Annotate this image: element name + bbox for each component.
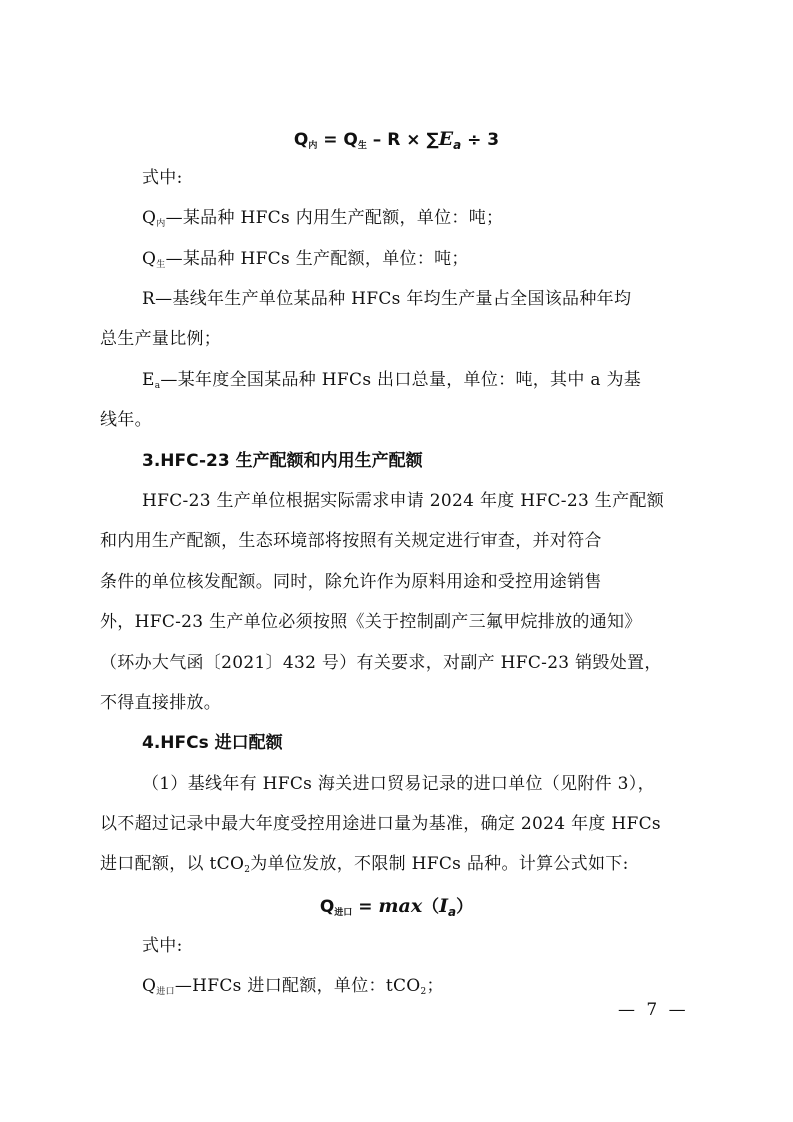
section-3-line-6: 不得直接排放。 [100, 693, 222, 713]
section-3-line-3: 条件的单位核发配额。同时，除允许作为原料用途和受控用途销售 [100, 572, 602, 592]
definition-r-line-2: 总生产量比例； [100, 329, 222, 349]
section-4-line-1: （1）基线年有 HFCs 海关进口贸易记录的进口单位（见附件 3）， [142, 774, 655, 794]
definition-q-production: $Q_生—$某品种 HFCs 生产配额，单位：吨； [142, 249, 469, 270]
definition-q-domestic: $Q_内—$某品种 HFCs 内用生产配额，单位：吨； [142, 208, 504, 229]
definition-e-line-1: $E_a—$某年度全国某品种 HFCs 出口总量，单位：吨，其中 a 为基 [142, 370, 642, 391]
formula-import-quota: $Q_{进口} = \max(I_a)$ [319, 895, 474, 919]
section-3-line-1: HFC-23 生产单位根据实际需求申请 2024 年度 HFC-23 生产配额 [142, 491, 664, 511]
section-3-line-2: 和内用生产配额，生态环境部将按照有关规定进行审查，并对符合 [100, 531, 602, 551]
definition-r-line-1: R—基线年生产单位某品种 HFCs 年均生产量占全国该品种年均 [142, 289, 632, 309]
definition-e-line-2: 线年。 [100, 410, 152, 430]
section-3-line-4: 外，HFC-23 生产单位必须按照《关于控制副产三氟甲烷排放的通知》 [100, 612, 642, 632]
formula-2-definitions-intro: 式中: [142, 936, 183, 956]
definition-q-import: $Q_{进口}—HFCs$ 进口配额，单位：tCO$_2$； [142, 976, 444, 997]
formula-domestic-quota: $Q_内 = Q_生 - R \times \sum E_a \div 3$ [293, 128, 500, 152]
formula-definitions-intro: 式中: [142, 168, 183, 188]
section-4-heading: 4.HFCs 进口配额 [142, 733, 283, 753]
page-number: — 7 — [618, 1000, 689, 1020]
section-3-heading: 3.HFC-23 生产配额和内用生产配额 [142, 451, 423, 471]
section-4-line-2: 以不超过记录中最大年度受控用途进口量为基准，确定 2024 年度 HFCs [100, 814, 661, 834]
section-3-line-5: （环办大气函〔2021〕432 号）有关要求，对副产 HFC-23 销毁处置， [100, 653, 662, 673]
section-4-line-3: 进口配额，以 tCO$_2$为单位发放，不限制 HFCs 品种。计算公式如下: [100, 854, 629, 875]
